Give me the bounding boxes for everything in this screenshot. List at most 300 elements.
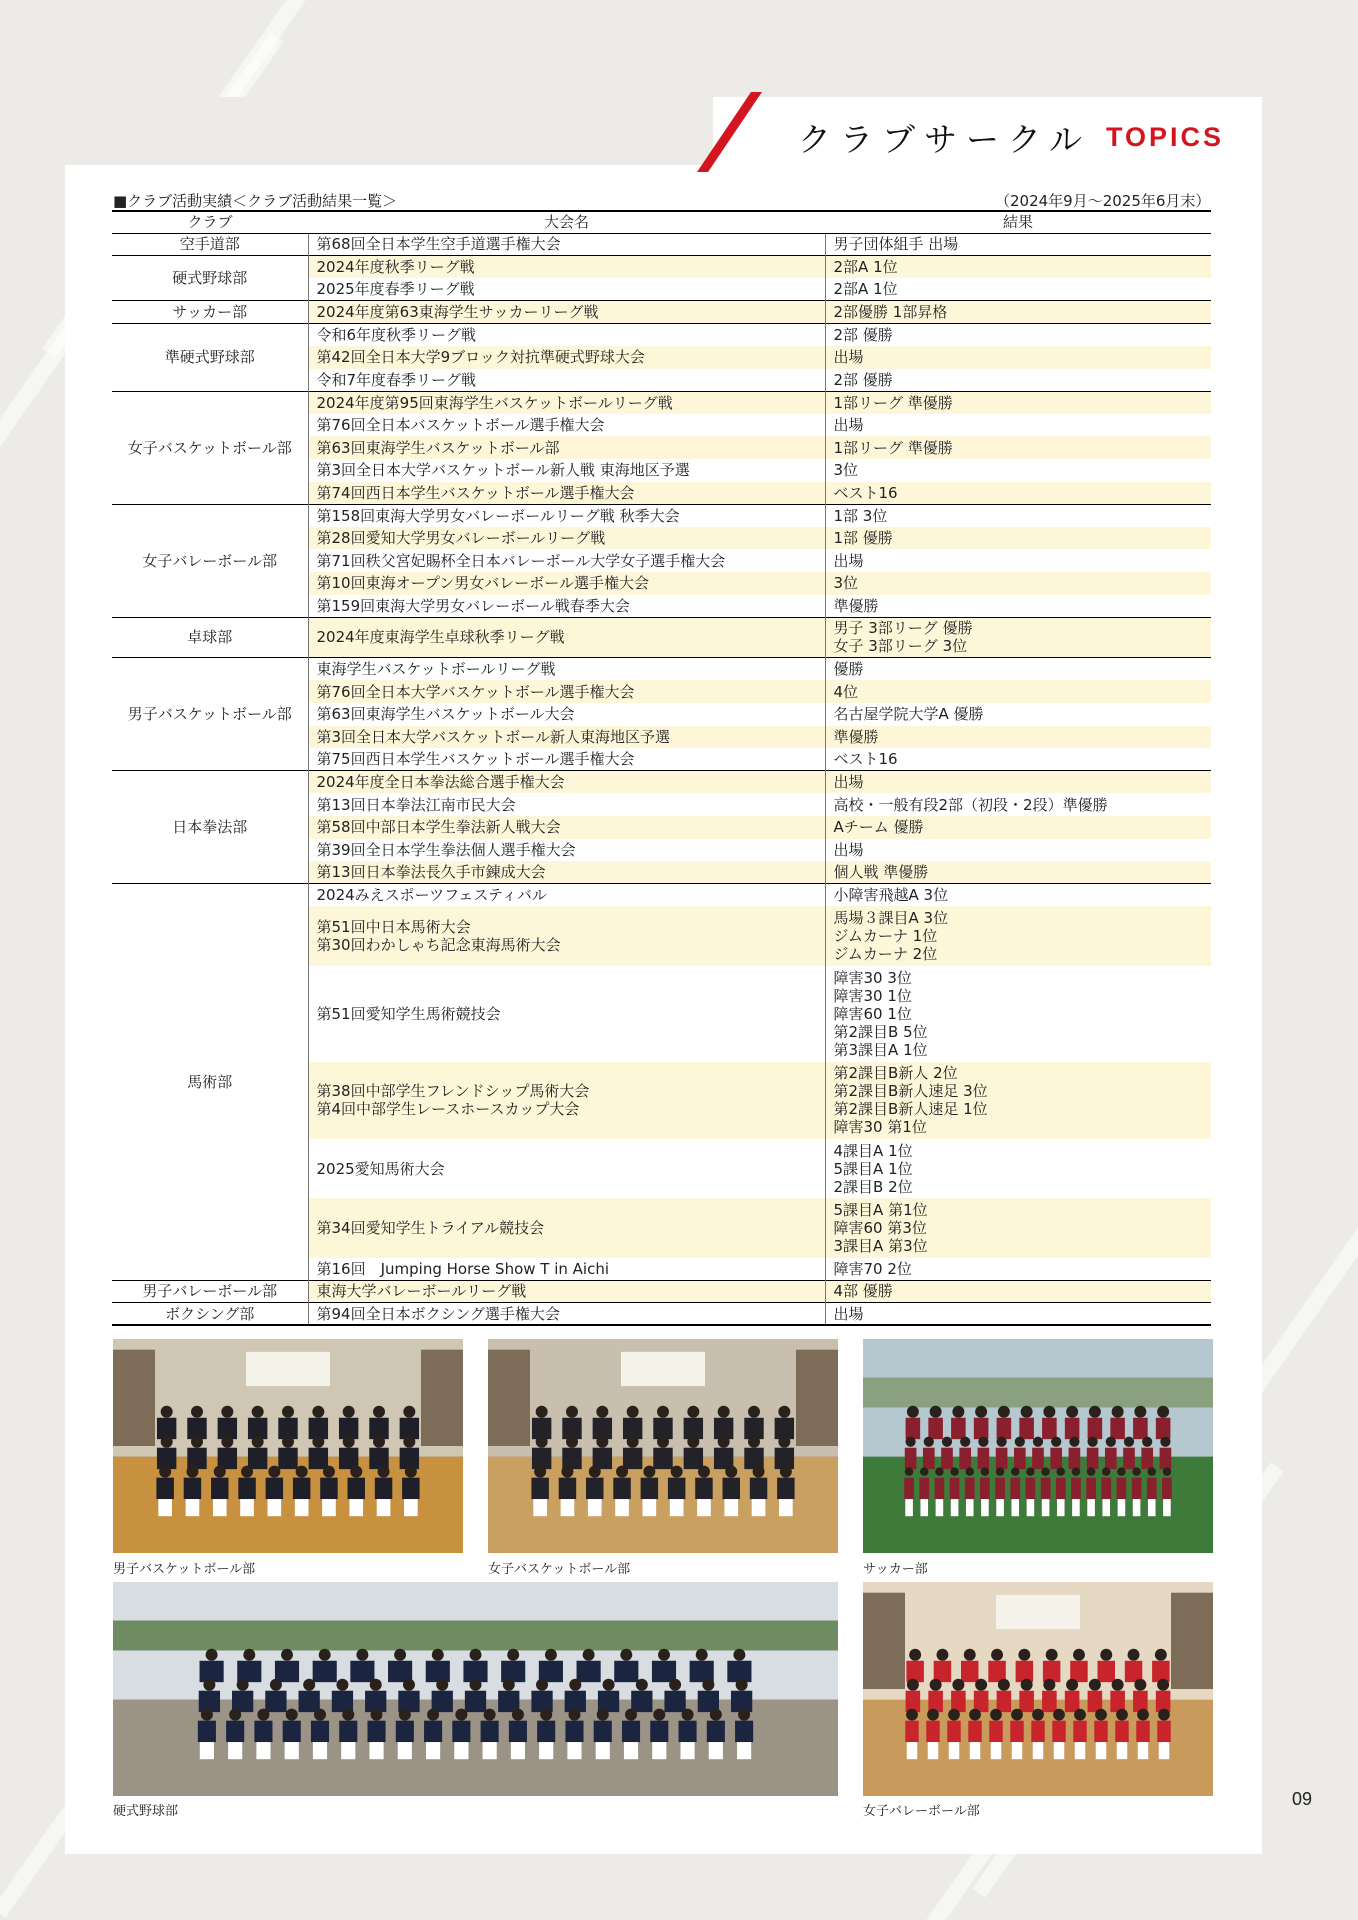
- event-name-cell: [308, 278, 825, 301]
- result-cell-line: 第2課目B新人速足 3位: [833, 1082, 988, 1101]
- person-head: [281, 1649, 293, 1661]
- event-name-cell: [308, 839, 825, 862]
- person-head: [950, 1467, 958, 1475]
- person-head: [371, 1709, 383, 1721]
- person-body: [565, 1721, 583, 1742]
- person-body: [398, 1691, 419, 1712]
- person-legs: [1163, 1499, 1171, 1516]
- person-head: [627, 1436, 639, 1448]
- person-legs: [1027, 1499, 1035, 1516]
- result-cell-line: 優勝: [833, 660, 864, 679]
- person-body: [320, 1478, 337, 1499]
- person-body: [950, 1478, 960, 1499]
- person-legs: [1148, 1499, 1156, 1516]
- person-head: [470, 1649, 482, 1661]
- event-name-cell: [308, 816, 825, 839]
- person-head: [643, 1466, 655, 1478]
- team-photo: [488, 1339, 838, 1553]
- person-legs: [349, 1499, 363, 1516]
- person-body: [369, 1448, 388, 1469]
- person-head: [725, 1466, 737, 1478]
- person-body: [989, 1721, 1002, 1742]
- event-name-cell-line: 第34回愛知学生トライアル競技会: [316, 1218, 545, 1237]
- event-name-cell-line: 第3回全日本大学バスケットボール新人東海地区予選: [316, 727, 670, 746]
- person-head: [221, 1406, 233, 1418]
- person-body: [961, 1661, 978, 1682]
- person-head: [303, 1679, 315, 1691]
- person-body: [1065, 1691, 1080, 1712]
- person-legs: [313, 1742, 327, 1759]
- person-body: [951, 1418, 966, 1439]
- result-cell-line: 3位: [833, 461, 859, 480]
- person-head: [403, 1679, 415, 1691]
- person-head: [1011, 1467, 1019, 1475]
- photo-caption: 硬式野球部: [113, 1804, 179, 1819]
- result-cell: [825, 966, 1211, 1062]
- result-cell: [825, 278, 1211, 301]
- person-head: [930, 1679, 942, 1691]
- result-cell-line: 障害60 第3位: [833, 1218, 927, 1237]
- person-body: [1042, 1418, 1057, 1439]
- person-head: [1066, 1679, 1078, 1691]
- person-body: [266, 1478, 283, 1499]
- person-head: [1021, 1679, 1033, 1691]
- person-legs: [511, 1742, 525, 1759]
- person-body: [996, 1448, 1008, 1469]
- result-cell: [825, 793, 1211, 816]
- event-name-cell-line: 第158回東海大学男女バレーボールリーグ戦 秋季大会: [316, 506, 680, 525]
- result-cell-line: 準優勝: [833, 727, 879, 746]
- person-head: [241, 1466, 253, 1478]
- team-photo: [863, 1582, 1213, 1796]
- event-name-cell-line: 第10回東海オープン男女バレーボール選手権大会: [316, 574, 649, 593]
- person-legs: [483, 1742, 497, 1759]
- result-cell: [825, 816, 1211, 839]
- result-cell-line: 3位: [833, 574, 859, 593]
- person-body: [750, 1478, 767, 1499]
- person-body: [974, 1418, 989, 1439]
- person-body: [348, 1478, 365, 1499]
- person-head: [1018, 1649, 1030, 1661]
- backboard: [621, 1352, 705, 1386]
- person-body: [723, 1478, 740, 1499]
- person-legs: [907, 1742, 918, 1759]
- person-body: [200, 1661, 224, 1682]
- person-head: [597, 1709, 609, 1721]
- person-body: [965, 1478, 975, 1499]
- person-body: [367, 1721, 385, 1742]
- person-head: [342, 1709, 354, 1721]
- person-head: [343, 1406, 355, 1418]
- person-legs: [624, 1742, 638, 1759]
- result-cell: [825, 482, 1211, 505]
- tree-line: [863, 1378, 1213, 1408]
- page-number: 09: [1292, 1789, 1313, 1809]
- result-cell-line: 2部A 1位: [833, 258, 898, 277]
- person-head: [436, 1679, 448, 1691]
- person-head: [596, 1436, 608, 1448]
- person-body: [509, 1721, 527, 1742]
- person-head: [753, 1466, 765, 1478]
- event-name-cell: [308, 658, 825, 681]
- person-body: [695, 1478, 712, 1499]
- club-name-cell: 準硬式野球部: [112, 323, 308, 391]
- person-head: [159, 1466, 171, 1478]
- person-head: [1163, 1467, 1171, 1475]
- person-head: [1032, 1709, 1044, 1721]
- person-head: [319, 1649, 331, 1661]
- club-name-cell: 女子バレーボール部: [112, 504, 308, 617]
- person-head: [780, 1466, 792, 1478]
- person-body: [707, 1721, 725, 1742]
- person-head: [1157, 1679, 1169, 1691]
- person-head: [534, 1466, 546, 1478]
- person-legs: [228, 1742, 242, 1759]
- person-head: [282, 1406, 294, 1418]
- person-head: [314, 1709, 326, 1721]
- person-legs: [951, 1499, 959, 1516]
- person-legs: [377, 1499, 391, 1516]
- person-head: [470, 1679, 482, 1691]
- person-head: [625, 1709, 637, 1721]
- result-cell: [825, 504, 1211, 527]
- person-head: [1074, 1709, 1086, 1721]
- result-cell-line: 名古屋学院大学A 優勝: [833, 705, 984, 724]
- person-head: [653, 1709, 665, 1721]
- event-name-cell-line: 第63回東海学生バスケットボール大会: [316, 705, 575, 724]
- person-head: [1069, 1437, 1079, 1447]
- person-head: [975, 1406, 987, 1418]
- result-cell-line: 第2課目B新人速足 1位: [833, 1100, 988, 1119]
- person-body: [919, 1478, 929, 1499]
- person-legs: [680, 1742, 694, 1759]
- result-cell-line: 4部 優勝: [833, 1282, 893, 1301]
- person-body: [156, 1478, 173, 1499]
- table-row: [112, 233, 1211, 256]
- person-legs: [991, 1742, 1002, 1759]
- person-head: [323, 1466, 335, 1478]
- person-legs: [539, 1742, 553, 1759]
- person-legs: [981, 1499, 989, 1516]
- wall-panel: [421, 1350, 463, 1446]
- person-body: [905, 1448, 917, 1469]
- person-head: [536, 1436, 548, 1448]
- person-body: [465, 1691, 486, 1712]
- person-body: [1133, 1418, 1148, 1439]
- person-head: [1046, 1649, 1058, 1661]
- club-name-cell: 女子バスケットボール部: [112, 391, 308, 504]
- backboard: [996, 1595, 1080, 1629]
- person-body: [1056, 1478, 1066, 1499]
- event-name-cell: [308, 680, 825, 703]
- person-head: [616, 1466, 628, 1478]
- person-body: [1052, 1721, 1065, 1742]
- person-body: [923, 1448, 935, 1469]
- column-header-club: クラブ: [112, 211, 308, 233]
- person-legs: [322, 1499, 336, 1516]
- person-head: [1051, 1437, 1061, 1447]
- person-legs: [1011, 1499, 1019, 1516]
- event-name-cell: [308, 617, 825, 658]
- event-name-cell: [308, 549, 825, 572]
- result-cell-line: 出場: [833, 773, 864, 792]
- person-body: [1123, 1448, 1135, 1469]
- person-head: [350, 1466, 362, 1478]
- person-legs: [398, 1742, 412, 1759]
- result-cell-line: 1部 3位: [833, 506, 888, 525]
- result-cell-line: Aチーム 優勝: [833, 818, 924, 837]
- table-period: （2024年9月～2025年6月末）: [995, 192, 1211, 210]
- person-body: [237, 1661, 261, 1682]
- person-body: [299, 1691, 320, 1712]
- person-head: [536, 1679, 548, 1691]
- person-head: [1066, 1406, 1078, 1418]
- club-name-cell: サッカー部: [112, 301, 308, 324]
- person-body: [613, 1478, 630, 1499]
- person-head: [214, 1466, 226, 1478]
- result-cell: [825, 256, 1211, 279]
- event-name-cell-line: 2024年度秋季リーグ戦: [316, 258, 475, 277]
- person-head: [1072, 1467, 1080, 1475]
- person-head: [1116, 1709, 1128, 1721]
- event-name-cell-line: 2024年度全日本拳法総合選手権大会: [316, 773, 565, 792]
- person-legs: [724, 1499, 738, 1516]
- person-head: [1100, 1649, 1112, 1661]
- person-head: [569, 1679, 581, 1691]
- person-body: [735, 1721, 753, 1742]
- person-head: [1155, 1649, 1167, 1661]
- person-head: [905, 1467, 913, 1475]
- event-name-cell-line: 第42回全日本大学9ブロック対抗準硬式野球大会: [316, 348, 645, 367]
- result-cell-line: 出場: [833, 1304, 864, 1323]
- person-head: [1073, 1649, 1085, 1661]
- result-cell: [825, 617, 1211, 658]
- person-body: [668, 1478, 685, 1499]
- person-body: [777, 1478, 794, 1499]
- person-legs: [200, 1742, 214, 1759]
- person-head: [778, 1406, 790, 1418]
- person-head: [687, 1436, 699, 1448]
- photo-caption: 女子バレーボール部: [863, 1804, 980, 1819]
- person-body: [1152, 1661, 1169, 1682]
- table-row: [112, 391, 1211, 414]
- result-cell: [825, 680, 1211, 703]
- result-cell-line: 第2課目B 5位: [833, 1022, 928, 1041]
- event-name-cell: [308, 414, 825, 437]
- club-name-cell: ボクシング部: [112, 1303, 308, 1326]
- person-head: [403, 1436, 415, 1448]
- person-head: [312, 1436, 324, 1448]
- person-body: [744, 1448, 763, 1469]
- person-head: [399, 1709, 411, 1721]
- person-legs: [1042, 1499, 1050, 1516]
- result-cell: [825, 861, 1211, 884]
- person-head: [682, 1709, 694, 1721]
- person-legs: [643, 1499, 657, 1516]
- event-name-cell-line: 東海大学バレーボールリーグ戦: [316, 1282, 527, 1301]
- person-legs: [1072, 1499, 1080, 1516]
- photo-floor: [863, 1457, 1213, 1553]
- person-head: [657, 1406, 669, 1418]
- photo-caption: サッカー部: [863, 1562, 928, 1577]
- person-head: [996, 1467, 1004, 1475]
- person-body: [375, 1478, 392, 1499]
- person-head: [568, 1709, 580, 1721]
- result-cell-line: 5課目A 1位: [833, 1159, 913, 1178]
- person-body: [679, 1721, 697, 1742]
- result-cell: [825, 839, 1211, 862]
- person-body: [1115, 1721, 1128, 1742]
- person-body: [562, 1448, 581, 1469]
- event-name-cell-line: 令和6年度秋季リーグ戦: [316, 325, 477, 344]
- person-legs: [1057, 1499, 1065, 1516]
- result-cell: [825, 906, 1211, 965]
- person-head: [952, 1406, 964, 1418]
- person-body: [622, 1721, 640, 1742]
- person-head: [1102, 1467, 1110, 1475]
- person-legs: [213, 1499, 227, 1516]
- result-cell-line: 第3課目A 1位: [833, 1040, 928, 1059]
- person-body: [947, 1721, 960, 1742]
- person-body: [926, 1721, 939, 1742]
- person-legs: [369, 1742, 383, 1759]
- result-cell-line: 出場: [833, 840, 864, 859]
- event-name-cell: [308, 1062, 825, 1140]
- person-body: [653, 1448, 672, 1469]
- person-head: [636, 1679, 648, 1691]
- event-name-cell-line: 第4回中部学生レースホースカップ大会: [316, 1100, 580, 1119]
- person-legs: [268, 1499, 282, 1516]
- person-head: [507, 1649, 519, 1661]
- person-body: [652, 1661, 676, 1682]
- person-body: [1157, 1721, 1170, 1742]
- column-header-event: 大会名: [308, 211, 825, 233]
- person-head: [702, 1679, 714, 1691]
- event-name-cell-line: 第76回全日本大学バスケットボール選手権大会: [316, 682, 635, 701]
- event-name-cell-line: 2025年度春季リーグ戦: [316, 280, 475, 299]
- person-legs: [1133, 1499, 1141, 1516]
- person-body: [1156, 1418, 1171, 1439]
- result-cell-line: 準優勝: [833, 596, 879, 615]
- person-head: [229, 1709, 241, 1721]
- person-body: [614, 1661, 638, 1682]
- person-body: [432, 1691, 453, 1712]
- event-name-cell-line: 2024年度第63東海学生サッカーリーグ戦: [316, 303, 599, 322]
- person-body: [997, 1418, 1012, 1439]
- person-head: [373, 1436, 385, 1448]
- person-head: [286, 1709, 298, 1721]
- person-body: [1162, 1478, 1172, 1499]
- event-name-cell: [308, 459, 825, 482]
- result-cell-line: 男子 3部リーグ 優勝: [833, 619, 973, 638]
- person-head: [596, 1406, 608, 1418]
- table-row: [112, 1280, 1211, 1303]
- result-cell: [825, 549, 1211, 572]
- result-cell-line: 障害70 2位: [833, 1259, 912, 1278]
- person-head: [566, 1406, 578, 1418]
- person-head: [566, 1436, 578, 1448]
- wall-panel: [863, 1593, 905, 1689]
- person-body: [1019, 1418, 1034, 1439]
- result-cell: [825, 658, 1211, 681]
- person-body: [1136, 1721, 1149, 1742]
- person-head: [312, 1406, 324, 1418]
- team-photo: [113, 1582, 838, 1796]
- person-head: [738, 1709, 750, 1721]
- result-cell: [825, 1139, 1211, 1198]
- person-head: [203, 1679, 215, 1691]
- person-legs: [920, 1499, 928, 1516]
- person-head: [540, 1709, 552, 1721]
- person-legs: [596, 1742, 610, 1759]
- person-body: [402, 1478, 419, 1499]
- table-row: [112, 301, 1211, 324]
- table-row: [112, 617, 1211, 658]
- person-head: [942, 1437, 952, 1447]
- person-head: [296, 1466, 308, 1478]
- person-body: [1014, 1448, 1026, 1469]
- person-body: [309, 1448, 328, 1469]
- person-body: [1087, 1448, 1099, 1469]
- person-head: [603, 1679, 615, 1691]
- result-cell: [825, 369, 1211, 392]
- person-legs: [588, 1499, 602, 1516]
- person-legs: [240, 1499, 254, 1516]
- event-name-cell-line: 第28回愛知大学男女バレーボールリーグ戦: [316, 529, 606, 548]
- event-name-cell: [308, 1303, 825, 1326]
- person-body: [1086, 1478, 1096, 1499]
- person-legs: [158, 1499, 172, 1516]
- person-legs: [454, 1742, 468, 1759]
- person-head: [620, 1649, 632, 1661]
- result-cell-line: 1部リーグ 準優勝: [833, 438, 953, 457]
- person-head: [1053, 1709, 1065, 1721]
- person-head: [191, 1406, 203, 1418]
- event-name-cell: [308, 793, 825, 816]
- result-cell: [825, 391, 1211, 414]
- person-head: [627, 1406, 639, 1418]
- club-name-cell: 日本拳法部: [112, 771, 308, 884]
- person-body: [1069, 1448, 1081, 1469]
- event-name-cell-line: 令和7年度春季リーグ戦: [316, 370, 477, 389]
- club-name-cell: 男子バレーボール部: [112, 1280, 308, 1303]
- person-legs: [905, 1499, 913, 1516]
- result-cell: [825, 1062, 1211, 1140]
- result-cell: [825, 1280, 1211, 1303]
- person-body: [1019, 1691, 1034, 1712]
- person-body: [935, 1478, 945, 1499]
- event-name-cell: [308, 726, 825, 749]
- result-cell: [825, 1303, 1211, 1326]
- person-legs: [533, 1499, 547, 1516]
- person-legs: [670, 1499, 684, 1516]
- person-head: [736, 1679, 748, 1691]
- event-name-cell-line: 第94回全日本ボクシング選手権大会: [316, 1304, 560, 1323]
- person-legs: [928, 1742, 939, 1759]
- table-row: [112, 771, 1211, 794]
- person-body: [339, 1721, 357, 1742]
- person-legs: [615, 1499, 629, 1516]
- person-legs: [737, 1742, 751, 1759]
- person-legs: [285, 1742, 299, 1759]
- person-head: [427, 1709, 439, 1721]
- event-name-cell-line: 第13回日本拳法江南市民大会: [316, 795, 516, 814]
- person-head: [696, 1649, 708, 1661]
- photo-caption: 男子バスケットボール部: [113, 1562, 256, 1577]
- person-head: [1015, 1437, 1025, 1447]
- person-head: [161, 1436, 173, 1448]
- person-legs: [1117, 1742, 1128, 1759]
